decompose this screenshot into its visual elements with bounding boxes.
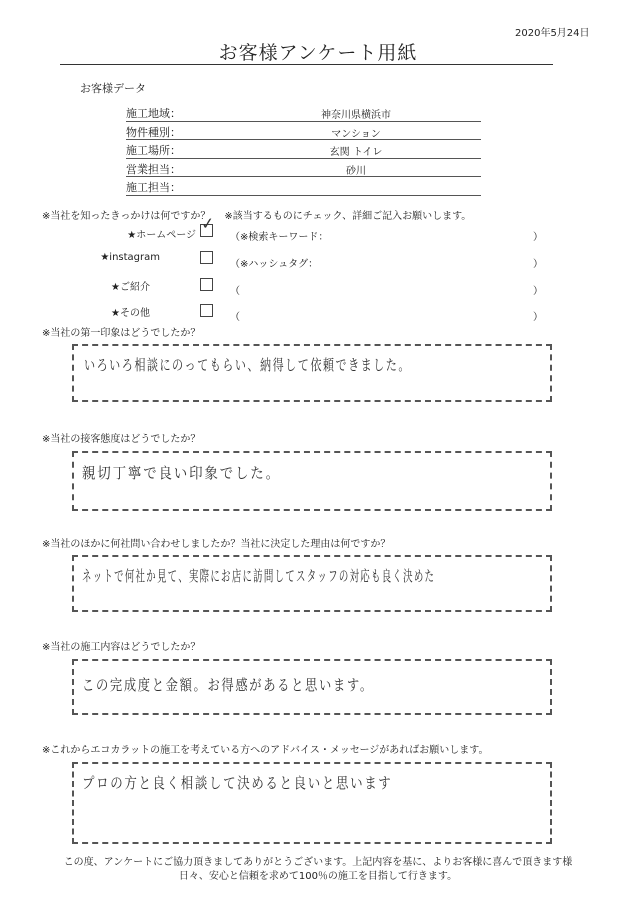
question-comparison: ※当社のほかに何社問い合わせしましたか？当社に決定した理由は何ですか？	[42, 539, 391, 550]
option-detail-other	[230, 308, 543, 323]
question-how-found	[42, 207, 471, 222]
question-work-quality: ※当社の施工内容はどうでしたか？	[42, 642, 201, 653]
option-label-instagram: ★instagram	[100, 252, 160, 263]
info-row-property	[126, 122, 481, 141]
detail-prefix: （※検索キーワード：	[230, 232, 329, 243]
info-row-sales	[126, 159, 481, 178]
checkbox-other[interactable]	[200, 304, 213, 317]
footer-message	[0, 856, 636, 884]
detail-close: ）	[533, 286, 543, 297]
question-advice: ※これからエコカラットの施工を考えている方へのアドバイス・メッセージがあればお願いします。	[42, 745, 489, 756]
page-title: お客様アンケート用紙	[218, 42, 418, 64]
option-label-other: ★その他	[111, 308, 150, 319]
answer-box-customer-service[interactable]	[72, 451, 552, 511]
option-label-homepage: ★ホームページ	[127, 230, 196, 241]
info-row-installer	[126, 177, 481, 196]
info-label: 施工地域：	[126, 107, 181, 120]
info-value: 玄関 トイレ	[329, 147, 383, 158]
handwritten-answer: プロの方と良く相談して決めると良いと思います	[82, 774, 393, 792]
info-value: 砂川	[346, 165, 366, 177]
answer-box-advice[interactable]	[72, 762, 552, 844]
option-detail-instagram	[230, 255, 543, 270]
info-row-area	[126, 103, 481, 122]
question-text: ※当社を知ったきっかけは何ですか？	[42, 211, 211, 222]
info-value: 神奈川県横浜市	[321, 110, 391, 121]
option-label-referral: ★ご紹介	[111, 282, 150, 293]
info-label: 物件種別：	[126, 125, 181, 139]
handwritten-answer: 親切丁寧で良い印象でした。	[82, 464, 281, 482]
handwritten-answer: ネットで何社か見て、実際にお店に訪問してスタッフの対応も良く決めた	[82, 567, 436, 585]
info-label: 施工担当：	[126, 181, 181, 194]
detail-prefix: （	[230, 312, 240, 323]
customer-section-label: お客様データ	[80, 82, 146, 95]
survey-date: 2020年5月24日	[515, 28, 590, 39]
checkmark-icon: ✓	[200, 213, 216, 234]
option-detail-homepage	[230, 228, 543, 243]
info-value: マンション	[331, 128, 381, 140]
customer-info-table	[126, 103, 481, 196]
footer-line-1: この度、アンケートにご協力頂きましてありがとうございます。上記内容を基に、よりお客様に喜んで頂きます様	[63, 857, 573, 868]
title-underline	[60, 64, 553, 65]
detail-prefix: （※ハッシュタグ：	[230, 259, 319, 270]
checkbox-instagram[interactable]	[200, 251, 213, 264]
option-detail-referral	[230, 282, 543, 297]
detail-close: ）	[533, 312, 543, 323]
checkbox-referral[interactable]	[200, 278, 213, 291]
handwritten-answer: いろいろ相談にのってもらい、納得して依頼できました。	[84, 356, 411, 374]
answer-box-first-impression[interactable]	[72, 344, 552, 402]
handwritten-answer: この完成度と金額。お得感があると思います。	[82, 676, 374, 694]
detail-close: ）	[533, 232, 543, 243]
instruction-text: ※該当するものにチェック、詳細ご記入お願いします。	[224, 211, 472, 222]
info-label: 施工場所：	[126, 144, 181, 157]
detail-close: ）	[533, 259, 543, 270]
answer-box-work-quality[interactable]	[72, 659, 552, 715]
info-row-location	[126, 140, 481, 159]
answer-box-comparison[interactable]	[72, 555, 552, 612]
info-label: 営業担当：	[126, 162, 181, 176]
footer-line-2: 日々、安心と信頼を求めて100％の施工を目指して行きます。	[178, 871, 458, 882]
question-customer-service: ※当社の接客態度はどうでしたか？	[42, 434, 201, 445]
question-first-impression: ※当社の第一印象はどうでしたか？	[42, 328, 201, 339]
detail-prefix: （	[230, 286, 240, 297]
